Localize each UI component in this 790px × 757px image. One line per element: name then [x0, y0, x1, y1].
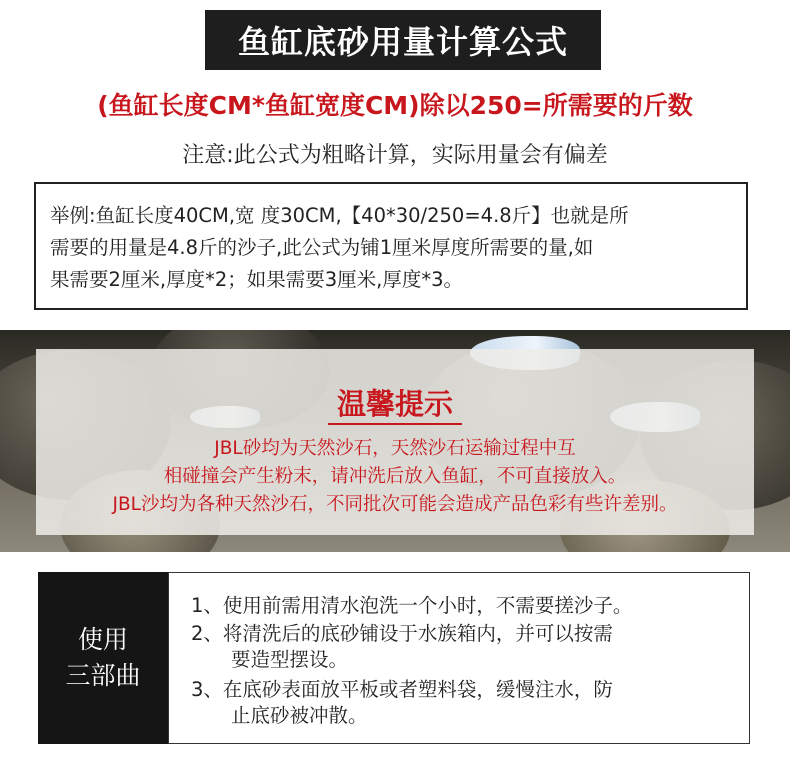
step-line: 3、在底砂表面放平板或者塑料袋，缓慢注水，防 [191, 678, 613, 701]
example-line: 举例:鱼缸长度40CM,宽 度30CM,【40*30/250=4.8斤】也就是所 [50, 204, 629, 227]
step-line: 要造型摆设。 [231, 648, 349, 671]
page-title: 鱼缸底砂用量计算公式 [205, 10, 601, 70]
usage-step-2 [191, 621, 741, 673]
step-line: 2、将清洗后的底砂铺设于水族箱内，并可以按需 [191, 622, 613, 645]
formula-text: (鱼缸长度CM*鱼缸宽度CM)除以250=所需要的斤数 [97, 91, 693, 120]
usage-step-1 [191, 593, 741, 619]
tips-title: 温馨提示 [336, 387, 453, 421]
step-line: 止底砂被冲散。 [231, 704, 368, 727]
tips-line: 相碰撞会产生粉末，请冲洗后放入鱼缸，不可直接放入。 [163, 466, 627, 487]
aquarium-banner [0, 330, 790, 552]
step-line: 1、使用前需用清水泡洗一个小时，不需要搓沙子。 [191, 594, 633, 617]
example-box [34, 182, 748, 310]
usage-label [38, 572, 168, 744]
example-line: 果需要2厘米,厚度*2；如果需要3厘米,厚度*3。 [50, 268, 464, 291]
usage-step-3 [191, 677, 741, 729]
usage-label-line: 使用 [77, 625, 128, 654]
note-text: 注意:此公式为粗略计算，实际用量会有偏差 [182, 143, 608, 168]
tips-title-underline [328, 423, 462, 425]
tips-line: JBL砂均为天然沙石，天然沙石运输过程中互 [214, 438, 576, 459]
usage-label-line: 三部曲 [65, 661, 141, 690]
example-line: 需要的用量是4.8斤的沙子,此公式为铺1厘米厚度所需要的量,如 [50, 236, 594, 259]
tips-line: JBL沙均为各种天然沙石，不同批次可能会造成产品色彩有些许差别。 [112, 494, 678, 515]
usage-steps [168, 572, 750, 744]
